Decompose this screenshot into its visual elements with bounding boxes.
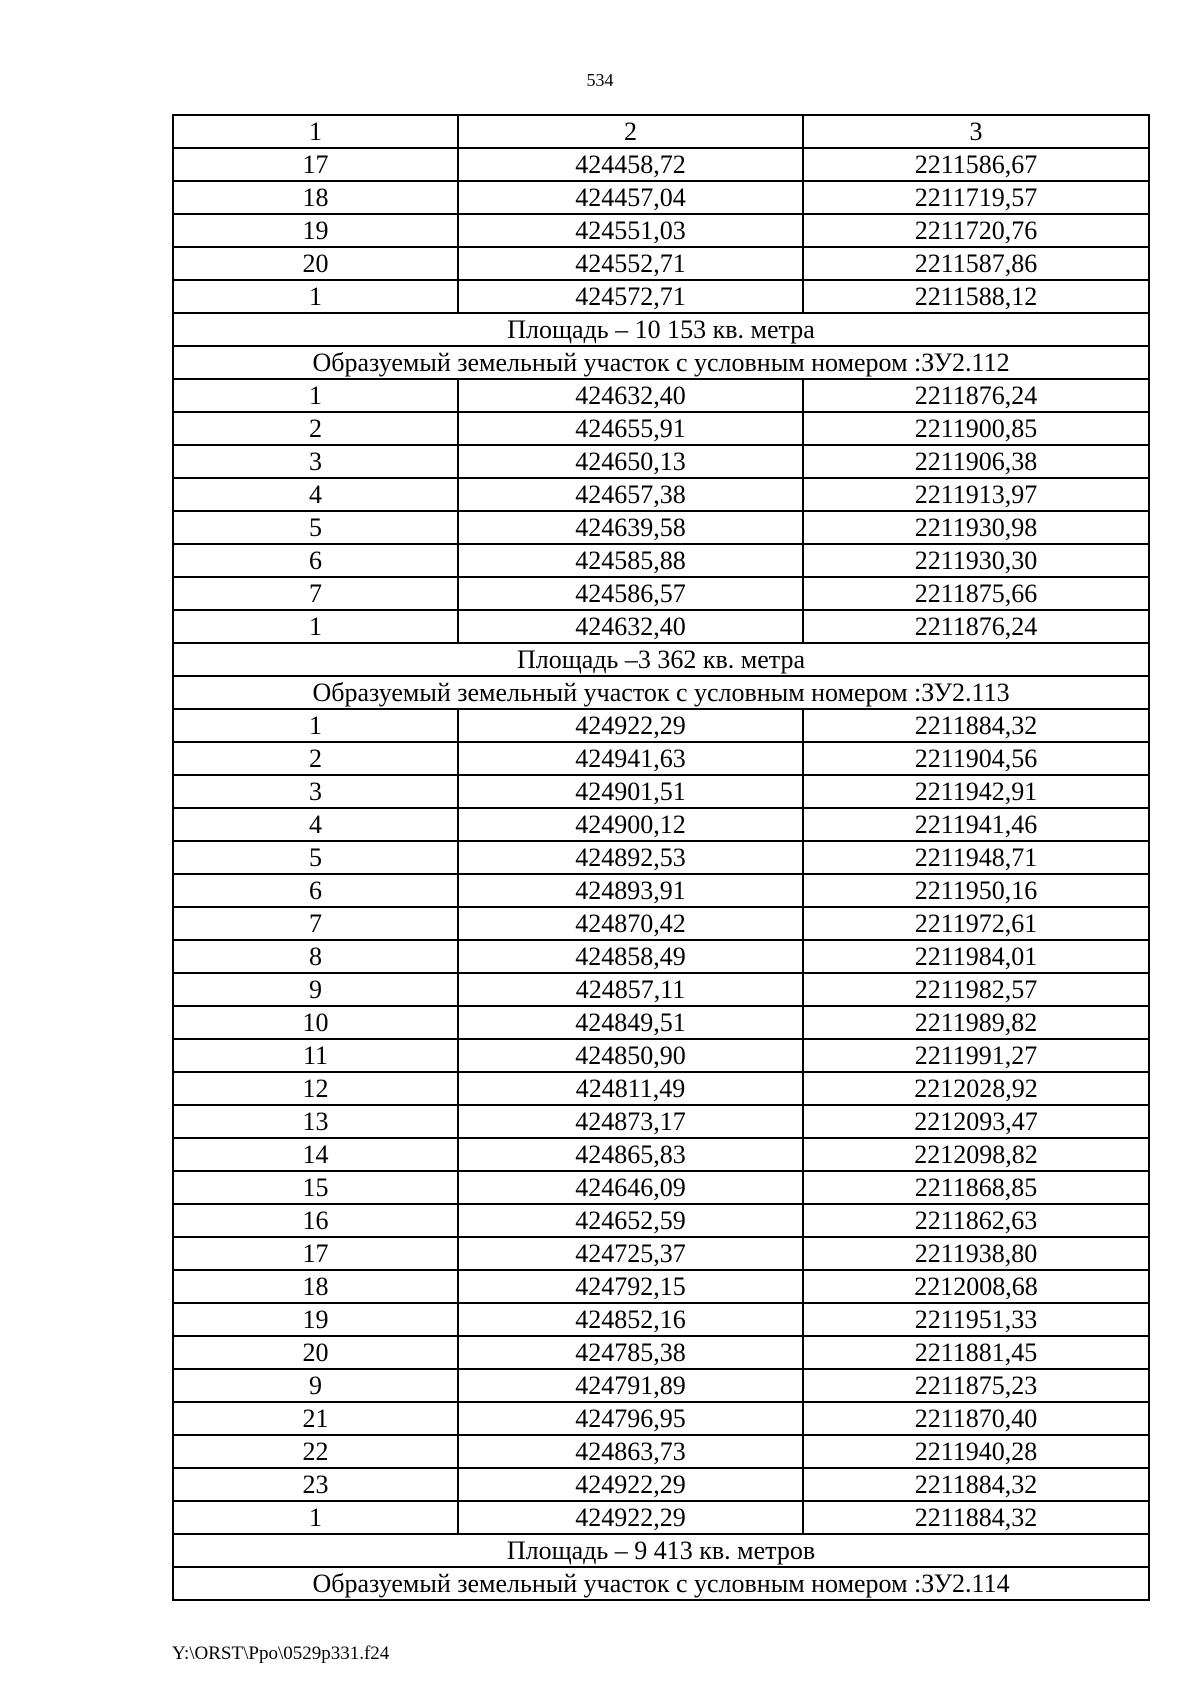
x-coordinate-cell: 424870,42	[458, 907, 803, 940]
y-coordinate-cell: 2211989,82	[803, 1006, 1149, 1039]
y-coordinate-cell: 2211930,30	[803, 544, 1149, 577]
x-coordinate-cell: 424857,11	[458, 973, 803, 1006]
table-row	[173, 742, 1149, 775]
point-number-cell: 1	[173, 280, 458, 313]
y-coordinate-cell: 2211884,32	[803, 709, 1149, 742]
table-row	[173, 181, 1149, 214]
parcel-title-cell: Образуемый земельный участок с условным номером :ЗУ2.114	[173, 1567, 1149, 1600]
parcel-title-row	[173, 1567, 1149, 1600]
x-coordinate-cell: 424792,15	[458, 1270, 803, 1303]
x-coordinate-cell: 424852,16	[458, 1303, 803, 1336]
table-row	[173, 1171, 1149, 1204]
x-coordinate-cell: 424791,89	[458, 1369, 803, 1402]
y-coordinate-cell: 2211982,57	[803, 973, 1149, 1006]
y-coordinate-cell: 2211941,46	[803, 808, 1149, 841]
point-number-cell: 4	[173, 808, 458, 841]
table-header-row	[173, 115, 1149, 148]
point-number-cell: 4	[173, 478, 458, 511]
point-number-cell: 19	[173, 214, 458, 247]
y-coordinate-cell: 2211950,16	[803, 874, 1149, 907]
point-number-cell: 15	[173, 1171, 458, 1204]
table-row	[173, 1039, 1149, 1072]
x-coordinate-cell: 424901,51	[458, 775, 803, 808]
point-number-cell: 10	[173, 1006, 458, 1039]
point-number-cell: 12	[173, 1072, 458, 1105]
x-coordinate-cell: 424586,57	[458, 577, 803, 610]
x-coordinate-cell: 424941,63	[458, 742, 803, 775]
y-coordinate-cell: 2211884,32	[803, 1468, 1149, 1501]
x-coordinate-cell: 424650,13	[458, 445, 803, 478]
point-number-cell: 1	[173, 709, 458, 742]
parcel-title-row	[173, 676, 1149, 709]
table-row	[173, 1501, 1149, 1534]
point-number-cell: 1	[173, 1501, 458, 1534]
point-number-cell: 3	[173, 445, 458, 478]
point-number-cell: 3	[173, 775, 458, 808]
x-coordinate-cell: 424652,59	[458, 1204, 803, 1237]
parcel-title-row	[173, 346, 1149, 379]
x-coordinate-cell: 424458,72	[458, 148, 803, 181]
x-coordinate-cell: 424900,12	[458, 808, 803, 841]
table-row	[173, 1105, 1149, 1138]
y-coordinate-cell: 2211951,33	[803, 1303, 1149, 1336]
coordinates-table-body	[173, 115, 1149, 1600]
point-number-cell: 13	[173, 1105, 458, 1138]
point-number-cell: 6	[173, 874, 458, 907]
table-row	[173, 907, 1149, 940]
x-coordinate-cell: 424457,04	[458, 181, 803, 214]
x-coordinate-cell: 424646,09	[458, 1171, 803, 1204]
x-coordinate-cell: 424655,91	[458, 412, 803, 445]
point-number-cell: 22	[173, 1435, 458, 1468]
area-row	[173, 313, 1149, 346]
point-number-cell: 9	[173, 973, 458, 1006]
y-coordinate-cell: 2211587,86	[803, 247, 1149, 280]
point-number-cell: 5	[173, 511, 458, 544]
y-coordinate-cell: 2211586,67	[803, 148, 1149, 181]
table-row	[173, 511, 1149, 544]
point-number-cell: 20	[173, 1336, 458, 1369]
table-row	[173, 808, 1149, 841]
x-coordinate-cell: 424725,37	[458, 1237, 803, 1270]
y-coordinate-cell: 2211904,56	[803, 742, 1149, 775]
point-number-cell: 16	[173, 1204, 458, 1237]
point-number-cell: 7	[173, 907, 458, 940]
y-coordinate-cell: 2211900,85	[803, 412, 1149, 445]
point-number-cell: 5	[173, 841, 458, 874]
point-number-cell: 17	[173, 1237, 458, 1270]
parcel-title-cell: Образуемый земельный участок с условным номером :ЗУ2.113	[173, 676, 1149, 709]
point-number-cell: 14	[173, 1138, 458, 1171]
x-coordinate-cell: 424632,40	[458, 610, 803, 643]
y-coordinate-cell: 2212093,47	[803, 1105, 1149, 1138]
y-coordinate-cell: 2212008,68	[803, 1270, 1149, 1303]
point-number-cell: 11	[173, 1039, 458, 1072]
table-row	[173, 874, 1149, 907]
y-coordinate-cell: 2211884,32	[803, 1501, 1149, 1534]
table-row	[173, 148, 1149, 181]
x-coordinate-cell: 424858,49	[458, 940, 803, 973]
point-number-cell: 19	[173, 1303, 458, 1336]
table-row	[173, 1435, 1149, 1468]
x-coordinate-cell: 424922,29	[458, 1501, 803, 1534]
table-row	[173, 610, 1149, 643]
x-coordinate-cell: 424865,83	[458, 1138, 803, 1171]
y-coordinate-cell: 2211870,40	[803, 1402, 1149, 1435]
x-coordinate-cell: 424585,88	[458, 544, 803, 577]
y-coordinate-cell: 2211875,66	[803, 577, 1149, 610]
point-number-cell: 21	[173, 1402, 458, 1435]
point-number-cell: 2	[173, 742, 458, 775]
table-row	[173, 973, 1149, 1006]
area-cell: Площадь – 10 153 кв. метра	[173, 313, 1149, 346]
table-row	[173, 544, 1149, 577]
y-coordinate-cell: 2211876,24	[803, 610, 1149, 643]
table-row	[173, 709, 1149, 742]
table-row	[173, 379, 1149, 412]
table-row	[173, 445, 1149, 478]
table-row	[173, 1138, 1149, 1171]
file-path-footer: Y:\ORST\Ppo\0529p331.f24	[172, 1643, 390, 1664]
table-row	[173, 1468, 1149, 1501]
x-coordinate-cell: 424922,29	[458, 1468, 803, 1501]
y-coordinate-cell: 2211930,98	[803, 511, 1149, 544]
table-row	[173, 280, 1149, 313]
table-row	[173, 1006, 1149, 1039]
table-row	[173, 1303, 1149, 1336]
parcel-title-cell: Образуемый земельный участок с условным номером :ЗУ2.112	[173, 346, 1149, 379]
table-row	[173, 1204, 1149, 1237]
x-coordinate-cell: 424657,38	[458, 478, 803, 511]
y-coordinate-cell: 2211913,97	[803, 478, 1149, 511]
coordinates-table	[172, 114, 1150, 1601]
table-row	[173, 775, 1149, 808]
point-number-cell: 18	[173, 181, 458, 214]
x-coordinate-cell: 424572,71	[458, 280, 803, 313]
y-coordinate-cell: 2212028,92	[803, 1072, 1149, 1105]
point-number-cell: 6	[173, 544, 458, 577]
page-number: 534	[586, 70, 614, 90]
point-number-cell: 20	[173, 247, 458, 280]
x-coordinate-cell: 424551,03	[458, 214, 803, 247]
point-number-cell: 7	[173, 577, 458, 610]
y-coordinate-cell: 2211991,27	[803, 1039, 1149, 1072]
area-row	[173, 1534, 1149, 1567]
x-coordinate-cell: 424552,71	[458, 247, 803, 280]
table-row	[173, 1402, 1149, 1435]
x-coordinate-cell: 424849,51	[458, 1006, 803, 1039]
area-cell: Площадь –3 362 кв. метра	[173, 643, 1149, 676]
x-coordinate-cell: 424850,90	[458, 1039, 803, 1072]
point-number-cell: 18	[173, 1270, 458, 1303]
x-coordinate-cell: 424922,29	[458, 709, 803, 742]
point-number-cell: 1	[173, 610, 458, 643]
table-row	[173, 841, 1149, 874]
table-row	[173, 1336, 1149, 1369]
y-coordinate-cell: 2212098,82	[803, 1138, 1149, 1171]
point-number-cell: 17	[173, 148, 458, 181]
column-header-2: 2	[458, 115, 803, 148]
table-row	[173, 1237, 1149, 1270]
y-coordinate-cell: 2211972,61	[803, 907, 1149, 940]
table-row	[173, 1369, 1149, 1402]
table-row	[173, 940, 1149, 973]
x-coordinate-cell: 424873,17	[458, 1105, 803, 1138]
point-number-cell: 2	[173, 412, 458, 445]
point-number-cell: 8	[173, 940, 458, 973]
column-header-3: 3	[803, 115, 1149, 148]
point-number-cell: 1	[173, 379, 458, 412]
x-coordinate-cell: 424639,58	[458, 511, 803, 544]
x-coordinate-cell: 424893,91	[458, 874, 803, 907]
x-coordinate-cell: 424796,95	[458, 1402, 803, 1435]
y-coordinate-cell: 2211588,12	[803, 280, 1149, 313]
table-row	[173, 214, 1149, 247]
x-coordinate-cell: 424892,53	[458, 841, 803, 874]
y-coordinate-cell: 2211938,80	[803, 1237, 1149, 1270]
y-coordinate-cell: 2211719,57	[803, 181, 1149, 214]
y-coordinate-cell: 2211906,38	[803, 445, 1149, 478]
column-header-1: 1	[173, 115, 458, 148]
y-coordinate-cell: 2211940,28	[803, 1435, 1149, 1468]
area-cell: Площадь – 9 413 кв. метров	[173, 1534, 1149, 1567]
y-coordinate-cell: 2211868,85	[803, 1171, 1149, 1204]
x-coordinate-cell: 424863,73	[458, 1435, 803, 1468]
y-coordinate-cell: 2211948,71	[803, 841, 1149, 874]
table-row	[173, 1072, 1149, 1105]
y-coordinate-cell: 2211720,76	[803, 214, 1149, 247]
y-coordinate-cell: 2211984,01	[803, 940, 1149, 973]
y-coordinate-cell: 2211881,45	[803, 1336, 1149, 1369]
x-coordinate-cell: 424632,40	[458, 379, 803, 412]
y-coordinate-cell: 2211876,24	[803, 379, 1149, 412]
x-coordinate-cell: 424811,49	[458, 1072, 803, 1105]
area-row	[173, 643, 1149, 676]
table-row	[173, 1270, 1149, 1303]
table-row	[173, 577, 1149, 610]
table-row	[173, 478, 1149, 511]
x-coordinate-cell: 424785,38	[458, 1336, 803, 1369]
y-coordinate-cell: 2211862,63	[803, 1204, 1149, 1237]
y-coordinate-cell: 2211942,91	[803, 775, 1149, 808]
table-row	[173, 412, 1149, 445]
y-coordinate-cell: 2211875,23	[803, 1369, 1149, 1402]
point-number-cell: 23	[173, 1468, 458, 1501]
table-row	[173, 247, 1149, 280]
point-number-cell: 9	[173, 1369, 458, 1402]
